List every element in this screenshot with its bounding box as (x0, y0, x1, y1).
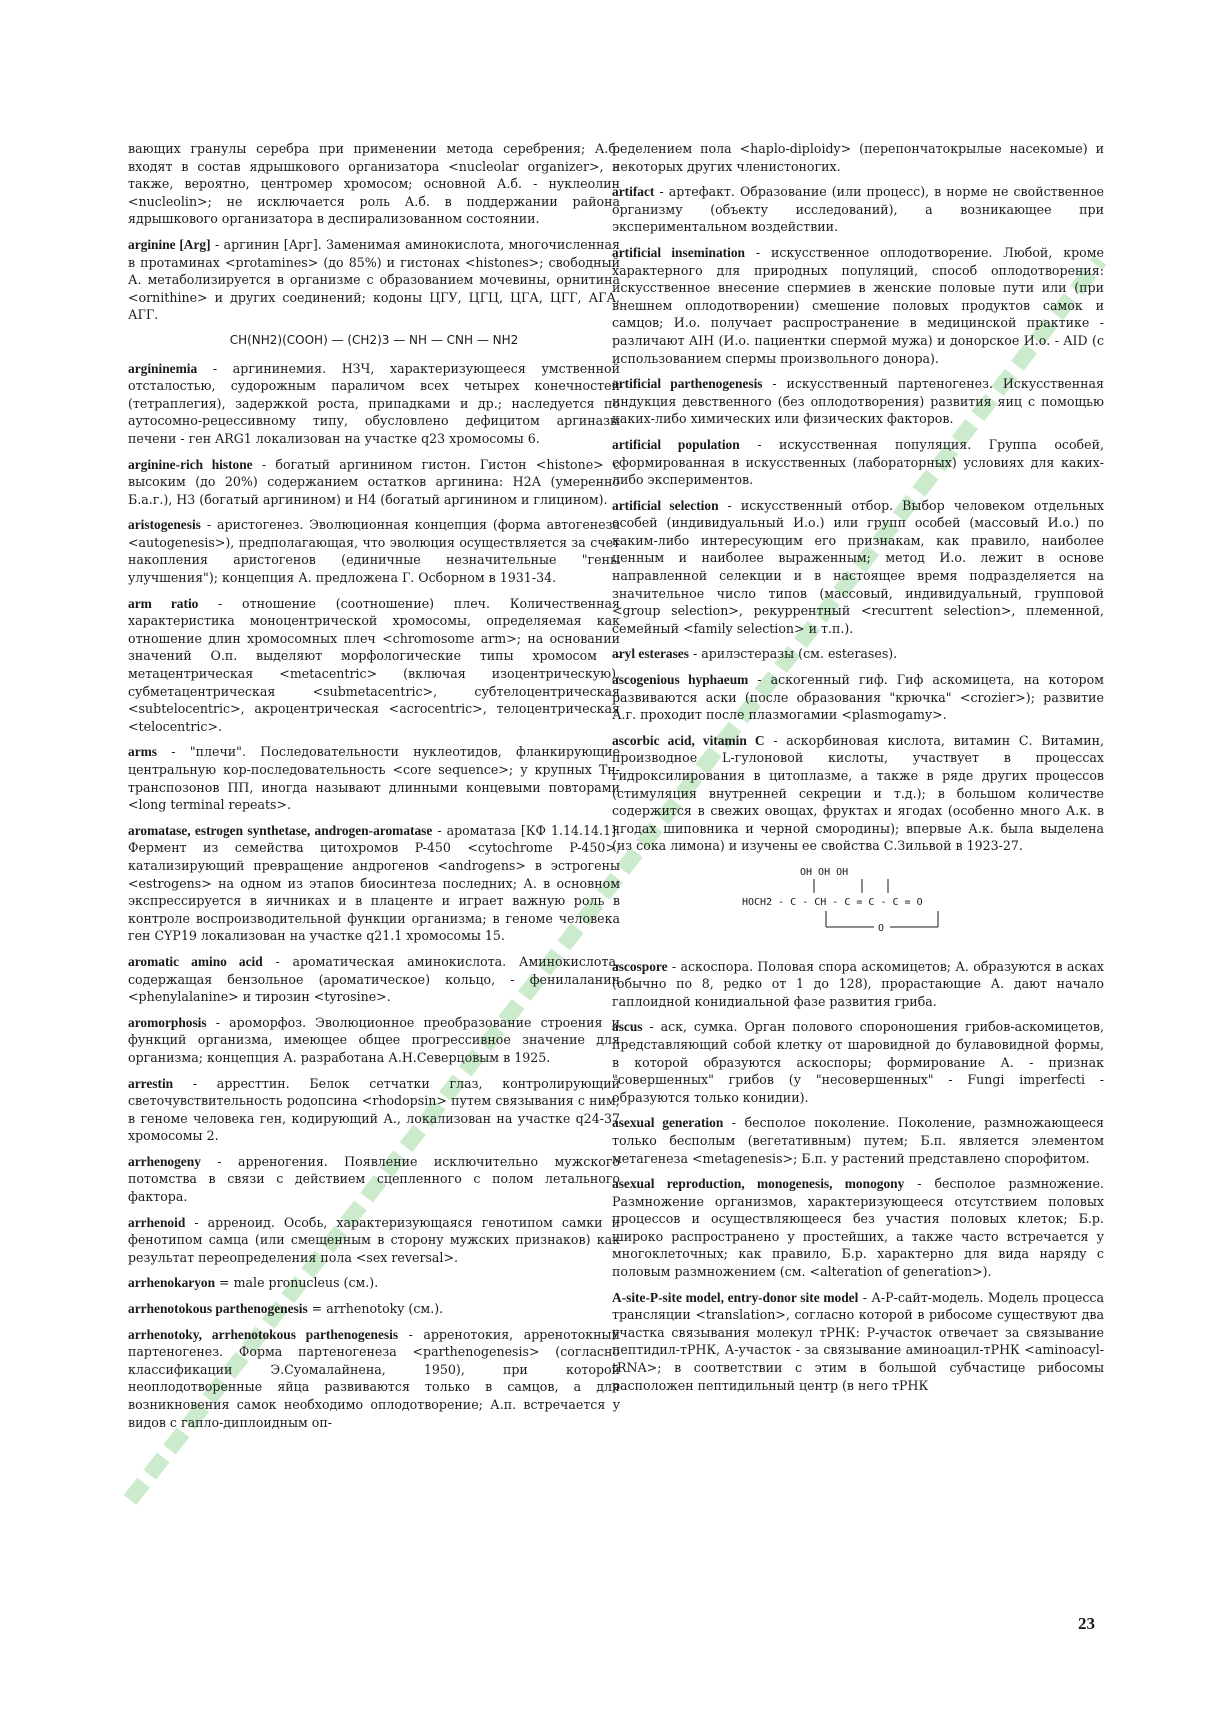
entry-text: - искусственный партеногенез. Искусственная индукция девственного (без оплодотворения) развития яиц с помощью каких-либо химических или физических факторов. (612, 376, 1104, 427)
entry-term: asexual generation (612, 1115, 724, 1131)
entry-term: aromatic amino acid (128, 953, 263, 969)
entry-artificial-population (612, 436, 1104, 489)
entry-term: arrhenotokous parthenogenesis (128, 1301, 308, 1317)
structure-chain: HOCH2 - C - CH - C = C - C = O (742, 896, 923, 908)
entry-text: - артефакт. Образование (или процесс), в норме не свойственное организму (объекту исследований), а возникающее при экспериментальном воздействии. (612, 184, 1104, 235)
entry-text: - арреноид. Особь, характеризующаяся генотипом самки и фенотипом самца (или смещенным в сторону мужских признаков) как результат переопределения пола <sex reversal>. (128, 1214, 620, 1265)
entry-term: artifact (612, 184, 655, 200)
entry-text: - богатый аргинином гистон. Гистон <histone> с высоким (до 20%) содержанием остатков аргинина: Н2А (умеренно Б.а.г.), Н3 (богатый аргинином) и Н4 (богатый аргинином и глицином). (128, 456, 620, 507)
entry-term: artificial population (612, 436, 740, 452)
entry-term: artificial insemination (612, 244, 745, 260)
entry-text: - арренотокия, арренотокный партеногенез. Форма партеногенеза <parthenogenesis> (согласно классификации Э.Суомалайнена, 1950), при которой неоплодотворенные яйца развиваются только в самцов, а для возникновения самок необходимо оплодотворение; А.п. встречается у видов с гапло-диплоидным оп- (128, 1326, 620, 1430)
entry-text: - "плечи". Последовательности нуклеотидов, фланкирующие центральную кор-последовательность <core sequence>; у крупных Тн-транспозонов ПП, иногда называют длинными концевыми повторами <long terminal repeats>. (128, 744, 620, 813)
entry-term: arginine [Arg] (128, 236, 211, 252)
entry-arm-ratio (128, 595, 620, 736)
entry-ascus (612, 1018, 1104, 1106)
entry-asexual-generation (612, 1114, 1104, 1167)
entry-text: = arrhenotoky (см.). (307, 1301, 444, 1317)
entry-text: - аскогенный гиф. Гиф аскомицета, на котором развиваются аски (после образования "крючка" <crozier>); развитие А.г. проходит после плазмогамии <plasmogamy>. (612, 672, 1104, 723)
entry-arrhenotokous-parthenogenesis (128, 1300, 620, 1318)
entry-aristogenesis (128, 516, 620, 586)
entry-term: ascogenious hyphaeum (612, 672, 749, 688)
entry-aromatase (128, 822, 620, 945)
ascorbic-acid-structure (612, 863, 1104, 944)
entry-term: ascorbic acid, vitamin C (612, 732, 765, 748)
entry-text: - бесполое поколение. Поколение, размножающееся только бесполым (вегетативным) путем; Б.п. является элементом метагенеза <metagenesis>; Б.п. у растений представлено спорофитом. (612, 1115, 1105, 1166)
entry-term: arrhenogeny (128, 1153, 201, 1169)
entry-term: arms (128, 744, 158, 760)
structure-diagram (728, 863, 988, 939)
entry-text: вающих гранулы серебра при применении метода серебрения; А.б. входят в состав ядрышкового организатора <nucleolar organizer>, а также, вероятно, центромер хромосом; основной А.б. - нуклеолин <nucleolin>; не исключается роль А.б. в поддержании района ядрышкового организатора в деспирализованном состоянии. (128, 141, 620, 227)
entry-term: arrhenotoky, arrhenotokous parthenogenesis (128, 1326, 399, 1342)
entry-text: - арреногения. Появление исключительно мужского потомства в связи с действием сцепленного с полом летального фактора. (128, 1153, 620, 1205)
page-number: 23 (1078, 1614, 1095, 1633)
entry-ascorbic-acid (612, 732, 1104, 855)
entry-text: - аск, сумка. Орган полового спороношения грибов-аскомицетов, представляющий собой клетку от шаровидной до булавовидной формы, в которой образуются аскоспоры; формирование А. - признак "совершенных" грибов (у "несовершенных" - Fungi imperfecti - образуются только конидии). (612, 1019, 1104, 1105)
entry-text: - искусственное оплодотворение. Любой, кроме характерного для природных популяций, способ оплодотворения: искусственное внесение спермиев в женские половые пути или (при внешнем оплодотворении) смешение половых продуктов самок и самцов; И.о. получает распространение в медицинской практике - различают AIH (И.о. пациентки спермой мужа) и донорское И.о. - AID (с использованием спермы произвольного донора). (612, 244, 1104, 366)
entry-term: aryl esterases (612, 646, 689, 662)
entry-aromorphosis (128, 1014, 620, 1067)
entry-argininemia (128, 360, 620, 448)
entry-term: arm ratio (128, 595, 199, 611)
entry-term: artificial selection (612, 497, 719, 513)
entry-term: aromatase, estrogen synthetase, androgen-aromatase (128, 822, 433, 838)
entry-artificial-parthenogenesis (612, 375, 1104, 428)
entry-term: arrhenokaryon (128, 1275, 216, 1291)
right-column (612, 140, 1104, 1402)
entry-term: aromorphosis (128, 1014, 207, 1030)
entry-arrhenokaryon (128, 1274, 620, 1292)
entry-term: ascospore (612, 958, 668, 974)
entry-term: aristogenesis (128, 517, 201, 533)
entry-text: - арресттин. Белок сетчатки глаз, контролирующий светочувствительность родопсина <rhodopsin> путем связывания с ним; в геноме человека ген, кодирующий А., локализован на участке q24-37 хромосомы 2. (128, 1075, 620, 1144)
entry-term: arrestin (128, 1075, 174, 1091)
entry-term: arrhenoid (128, 1214, 186, 1230)
entry-ascogenious-hyphaeum (612, 671, 1104, 724)
entry-term: A-site-P-site model, entry-donor site model (612, 1289, 859, 1305)
entry-continued-right (612, 140, 1104, 175)
entry-text: - отношение (соотношение) плеч. Количественная характеристика моноцентрической хромосомы, определяемая как отношение длин хромосомных плеч <chromosome arm>; на основании значений О.п. выделяют морфологические типы хромосом - метацентрическая <metacentric> (включая изоцентрическую), субметацентрическая <submetacentric>, субтелоцентрическая <subtelocentric>, акроцентрическая <acrocentric>, телоцентрическая <telocentric>. (128, 595, 620, 734)
entry-text: - аристогенез. Эволюционная концепция (форма автогенеза <autogenesis>), предполагающая, что эволюция осуществляется за счет накопления аристогенов (единичные незначительные "гены улучшения"); концепция А. предложена Г. Осборном в 1931-34. (128, 517, 620, 586)
entry-text: = male pronucleus (см.). (215, 1275, 379, 1291)
entry-arginine-rich-histone (128, 456, 620, 509)
entry-artificial-insemination (612, 244, 1104, 367)
entry-arginine (128, 236, 620, 324)
entry-text: - ароматаза [КФ 1.14.14.1]. Фермент из семейства цитохромов P-450 <cytochrome P-450>, катализирующий превращение андрогенов <androgens> в эстрогены <estrogens> на одном из этапов биосинтеза последних; А. в основном экспрессируется в яичниках и в плаценте и играет важную роль в контроле воспроизводительной функции организма; в геноме человека ген CYP19 локализован на участке q21.1 хромосомы 15. (128, 822, 620, 944)
arginine-formula: CH(NH2)(COOH) — (CH2)3 — NH — CNH — NH2 (229, 332, 519, 347)
entry-asexual-reproduction (612, 1175, 1104, 1281)
entry-text: - арилэстеразы (см. esterases). (688, 646, 898, 662)
entry-aryl-esterases (612, 645, 1104, 663)
entry-continued-left (128, 140, 620, 228)
entry-text: - А-Р-сайт-модель. Модель процесса трансляции <translation>, согласно которой в рибосоме существуют два участка связывания молекул тРНК: Р-участок отвечает за связывание пептидил-тРНК, А-участок - за связывание аминоацил-тРНК <aminoacyl-tRNA>; в соответствии с этим в большой субчастице рибосомы расположен пептидильный центр (в него тРНК (612, 1289, 1104, 1393)
entry-aromatic-amino-acid (128, 953, 620, 1006)
entry-ascospore (612, 958, 1104, 1011)
entry-text: - аргининемия. НЗЧ, характеризующееся умственной отсталостью, судорожным параличом всех четырех конечностей (тетраплегия), задержкой роста, припадками и др.; наследуется по аутосомно-рецессивному типу, обусловлено дефицитом аргиназы печени - ген ARG1 локализован на участке q23 хромосомы 6. (128, 360, 620, 446)
entry-text: - искусственный отбор. Выбор человеком отдельных особей (индивидуальный И.о.) или групп особей (массовый И.о.) по каким-либо интересующим его признакам, как правило, наиболее ценным и наиболее выраженным; метод И.о. лежит в основе направленной селекции и в настоящее время подразделяется на значительное число типов (массовый, индивидуальный, групповой <group selection>, рекуррентный <recurrent selection>, племенной, семейный <family selection> и т.п.). (612, 497, 1104, 636)
left-column (128, 140, 620, 1439)
entry-text: ределением пола <haplo-diploidy> (перепончатокрылые насекомые) и некоторых других членистоногих. (612, 141, 1104, 174)
entry-text: - бесполое размножение. Размножение организмов, характеризующееся отсутствием половых процессов и осуществляющееся без участия половых клеток; Б.р. широко распространено у простейших, а также часто встречается у многоклеточных; как правило, Б.р. характерно для вида наряду с половым размножением (см. <alteration of generation>). (612, 1176, 1104, 1280)
entry-term: asexual reproduction, monogenesis, monogony (612, 1176, 905, 1192)
entry-arrhenotoky (128, 1326, 620, 1432)
entry-term: arginine-rich histone (128, 456, 253, 472)
entry-artificial-selection (612, 497, 1104, 638)
entry-term: argininemia (128, 360, 198, 376)
entry-text: - аскорбиновая кислота, витамин С. Витамин, производное L-гулоновой кислоты, участвует в процессах гидроксилирования в цитоплазме, а также в ряде других процессов (стимуляция внутренней секреции и т.д.); в большом количестве содержится в свежих овощах, фруктах и ягодах (особенно много А.к. в ягодах шиповника и черной смородины); впервые А.к. была выделена (из сока лимона) и изучены ее свойства С.Зильвой в 1923-27. (612, 732, 1104, 854)
entry-term: artificial parthenogenesis (612, 376, 763, 392)
entry-text: - аргинин [Арг]. Заменимая аминокислота, многочисленная в протаминах <protamines> (до 85%) и гистонах <histones>; свободный А. метаболизируется в организме с образованием мочевины, орнитина <ornithine> и других соединений; кодоны ЦГУ, ЦГЦ, ЦГА, ЦГГ, АГА, АГГ. (128, 236, 620, 323)
entry-text: - ароматическая аминокислота. Аминокислота, содержащая бензольное (ароматическое) кольцо, - фенилаланин <phenylalanine> и тирозин <tyrosine>. (128, 953, 620, 1005)
entry-text: - ароморфоз. Эволюционное преобразование строения и функций организма, имеющее общее прогрессивное значение для организма; концепция А. разработана А.Н.Северцовым в 1925. (128, 1014, 620, 1065)
entry-a-site-p-site-model (612, 1289, 1104, 1395)
entry-artifact (612, 183, 1104, 236)
entry-text: - аскоспора. Половая спора аскомицетов; А. образуются в асках (обычно по 8, редко от 1 до 128), прорастающие А. дают начало гаплоидной конидиальной фазе развития гриба. (612, 958, 1104, 1009)
entry-arrhenogeny (128, 1153, 620, 1206)
entry-text: - искусственная популяция. Группа особей, сформированная в искусственных (лабораторных) условиях для каких-либо экспериментов. (612, 436, 1104, 488)
entry-term: ascus (612, 1019, 643, 1035)
structure-ring-oxygen: O (878, 922, 885, 934)
structure-top-label: OH OH OH (800, 866, 849, 878)
entry-arrhenoid (128, 1214, 620, 1267)
entry-arrestin (128, 1075, 620, 1145)
entry-arms (128, 743, 620, 813)
